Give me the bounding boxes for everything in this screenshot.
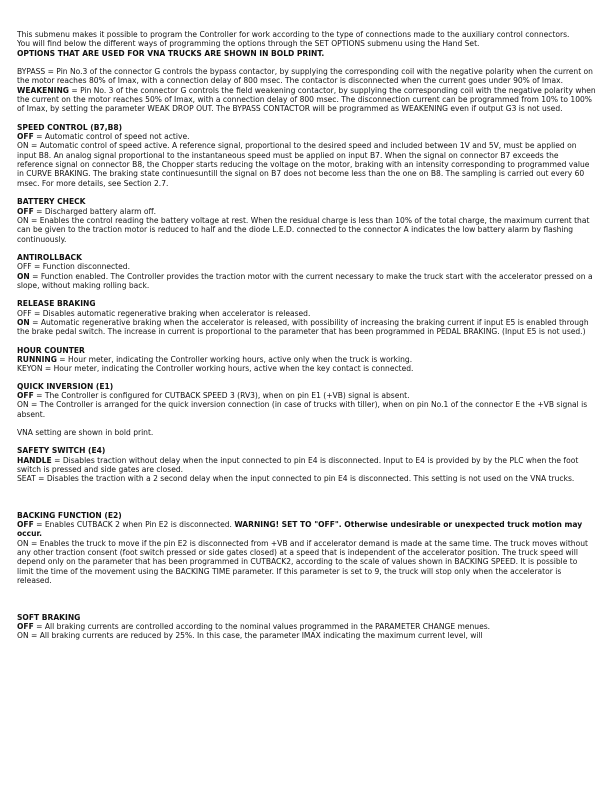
option-on: ON = Automatic control of speed active. A reference signal, proportional to the desired speed and included between 1V and 5V, must be applied on input B8. An analog signal proportional to the instantaneous speed must be applied on input B7. When the signal on connector B7 exceeds the reference signal on connector B8, the Chopper starts reducing the voltage on the motor, braking with an intensity corresponding to programmed value in CURVE BRAKING. The braking state continuesuntill the signal on B7 does not become less than the one on B8. The sampling is carried out every 60 msec. For more details, see Section 2.7. (17, 141, 590, 188)
speed-control-section (17, 123, 596, 188)
option-handle: HANDLE = Disables traction without delay when the input connected to pin E4 is disconnected. Input to E4 is provided by by the PLC when the foot switch is pressed and side gates are closed. (17, 455, 579, 475)
weakening-key: WEAKENING (17, 85, 69, 95)
option-seat: SEAT = Disables the traction with a 2 second delay when the input connected to pin E4 is disconnected. This setting is not used on the VNA trucks. (17, 474, 575, 484)
section-heading: RELEASE BRAKING (17, 299, 96, 309)
option-off: OFF = All braking currents are controlled according to the nominal values programmed in the PARAMETER CHANGE menues. (17, 621, 491, 631)
quick-inversion-section (17, 382, 596, 419)
section-heading: SOFT BRAKING (17, 612, 81, 622)
option-on: ON = Enables the control reading the battery voltage at rest. When the residual charge is less than 10% of the total charge, the maximum current that can be given to the traction motor is reduced to half and the diode L.E.D. connected to the connector A indicates the low battery alarm by flashing continuously. (17, 215, 590, 244)
option-on: ON = The Controller is arranged for the quick inversion connection (in case of trucks with tiller), when on pin No.1 of the connector E the +VB signal is absent. (17, 400, 588, 419)
section-heading: HOUR COUNTER (17, 345, 85, 355)
option-off: OFF = Discharged battery alarm off. (17, 206, 157, 216)
section-heading: BATTERY CHECK (17, 197, 86, 207)
option-on: ON = Function enabled. The Controller provides the traction motor with the current necessary to make the truck start with the accelerator pressed on a slope, without making rolling back. (17, 271, 593, 290)
safety-switch-section (17, 446, 596, 483)
intro-paragraph: This submenu makes it possible to program the Controller for work according to the type of connections made to the auxiliary control connectors. (17, 30, 570, 39)
bypass-text: BYPASS = Pin No.3 of the connector G controls the bypass contactor, by supplying the corresponding coil with the negative polarity when the current on the motor reaches 80% of Imax, with a connection delay of 800 msec. The contactor is disconnected when the current goes under 90% of Imax. (17, 67, 593, 86)
vna-setting-note: VNA setting are shown in bold print. (17, 428, 154, 438)
option-on: ON = Automatic regenerative braking when the accelerator is released, with possibility of increasing the braking current if input E5 is enabled through the brake pedal switch. The increase in current is proportional to the parameter that has been programmed in PEDAL BRAKING. (Input E5 is not used.) (17, 317, 589, 337)
release-braking-section (17, 299, 596, 336)
section-heading: ANTIROLLBACK (17, 252, 82, 262)
intro-section (17, 30, 596, 58)
hour-counter-section (17, 346, 596, 374)
option-off: OFF = Automatic control of speed not active. (17, 132, 190, 142)
weakening-text: WEAKENING = Pin No. 3 of the connector G controls the field weakening contactor, by supplying the corresponding coil with the negative polarity when the current on the motor reaches 50% of Imax, with a connection delay of 800 msec. The disconnection current can be programmed from 10% to 100% of Imax, by setting the parameter WEAK DROP OUT. The BYPASS CONTACTOR will be programmed as WEAKENING even if output G3 is not used. (17, 85, 596, 114)
section-heading: SAFETY SWITCH (E4) (17, 446, 106, 456)
bypass-section (17, 67, 596, 114)
document-page (17, 30, 596, 641)
warning-text: WARNING! SET TO "OFF". Otherwise undesirable or unexpected truck motion may occur. (17, 520, 583, 539)
option-on: ON = All braking currents are reduced by 25%. In this case, the parameter IMAX indicating the maximum current level, will (17, 631, 483, 641)
option-off: OFF = The Controller is configured for CUTBACK SPEED 3 (RV3), when on pin E1 (+VB) signal is absent. (17, 391, 410, 400)
option-on: ON = Enables the truck to move if the pin E2 is disconnected from +VB and if accelerator demand is made at the same time. The truck moves without any other traction consent (foot switch pressed or side gates closed) at a speed that is independent of the accelerator position. The truck speed will depend only on the parameter that has been programmed in CUTBACK2, according to the scale of values shown in BACKING SPEED. It is possible to limit the time of the movement using the BACKING TIME parameter. If this parameter is set to 9, the truck will stop only when the accelerator is released. (17, 538, 588, 586)
section-heading: QUICK INVERSION (E1) (17, 381, 114, 391)
option-off: OFF = Disables automatic regenerative braking when accelerator is released. (17, 308, 311, 318)
option-keyon: KEYON = Hour meter, indicating the Controller working hours, active when the key contact is connected. (17, 364, 414, 374)
battery-check-section (17, 197, 596, 244)
vna-bold-note: OPTIONS THAT ARE USED FOR VNA TRUCKS ARE SHOWN IN BOLD PRINT. (17, 48, 325, 58)
backing-function-section (17, 511, 596, 586)
option-off: OFF = Function disconnected. (17, 262, 130, 272)
antirollback-section (17, 253, 596, 290)
section-heading: SPEED CONTROL (B7,B8) (17, 122, 123, 132)
soft-braking-section (17, 613, 596, 641)
option-running: RUNNING = Hour meter, indicating the Controller working hours, active only when the truck is working. (17, 354, 413, 364)
option-off: OFF = Enables CUTBACK 2 when Pin E2 is disconnected. WARNING! SET TO "OFF". Otherwise undesirable or unexpected truck motion may occur. (17, 520, 583, 539)
section-heading: BACKING FUNCTION (E2) (17, 510, 122, 520)
intro-paragraph: You will find below the different ways of programming the options through the SET OPTIONS submenu using the Hand Set. (17, 39, 480, 49)
